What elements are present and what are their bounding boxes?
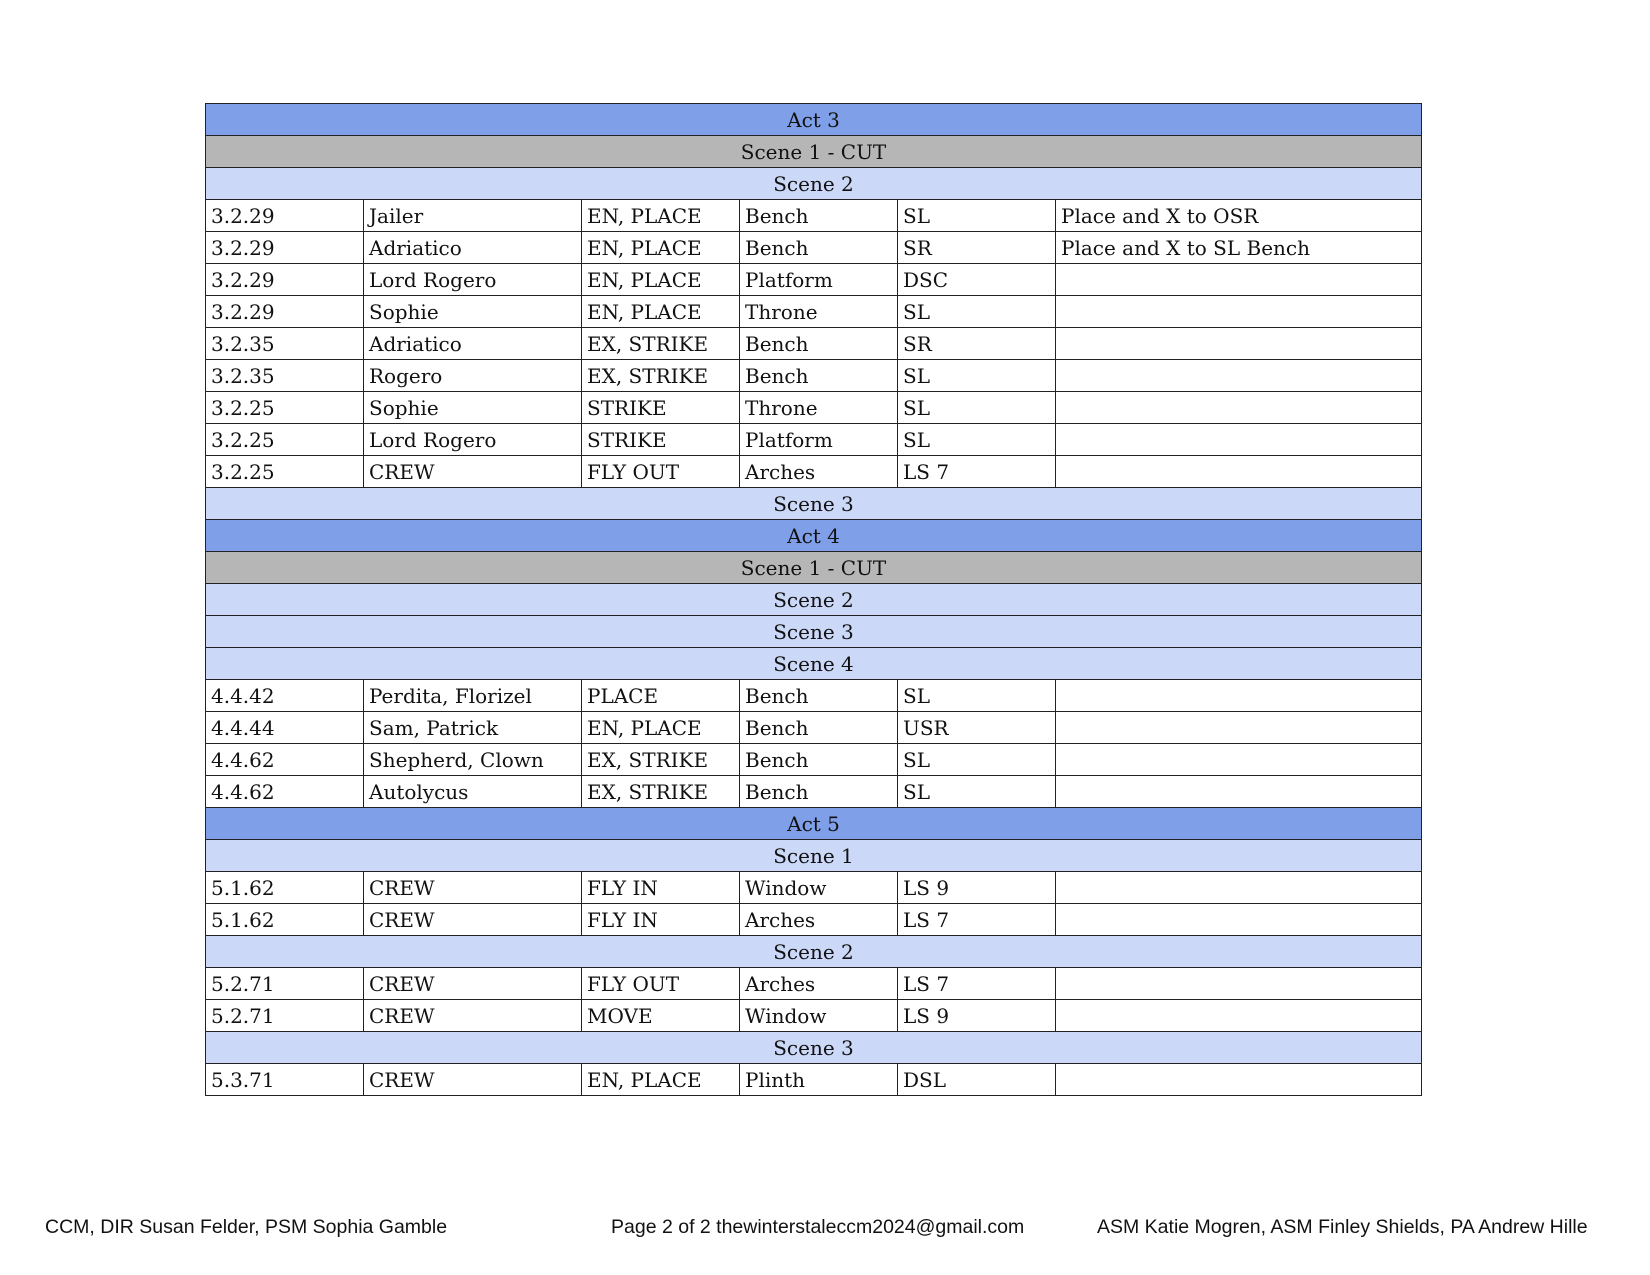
table-row: [206, 680, 1422, 712]
scene-header-row: [206, 616, 1422, 648]
cue-line-cell: 5.2.71: [206, 1000, 364, 1032]
character-cell: Adriatico: [364, 232, 582, 264]
cue-line-cell: 3.2.29: [206, 296, 364, 328]
notes-cell: [1056, 392, 1422, 424]
scene-header-row: [206, 1032, 1422, 1064]
cue-line-cell: 4.4.62: [206, 776, 364, 808]
character-cell: Shepherd, Clown: [364, 744, 582, 776]
scene-title: Scene 1 - CUT: [206, 552, 1422, 584]
piece-cell: Bench: [740, 744, 898, 776]
piece-cell: Throne: [740, 392, 898, 424]
action-cell: EN, PLACE: [582, 232, 740, 264]
position-cell: DSL: [898, 1064, 1056, 1096]
action-cell: EX, STRIKE: [582, 776, 740, 808]
cue-line-cell: 4.4.44: [206, 712, 364, 744]
act-header-row: [206, 104, 1422, 136]
position-cell: SL: [898, 776, 1056, 808]
cue-line-cell: 5.1.62: [206, 872, 364, 904]
table-row: [206, 904, 1422, 936]
table-row: [206, 872, 1422, 904]
table-row: [206, 456, 1422, 488]
piece-cell: Plinth: [740, 1064, 898, 1096]
piece-cell: Window: [740, 1000, 898, 1032]
action-cell: EN, PLACE: [582, 712, 740, 744]
piece-cell: Arches: [740, 904, 898, 936]
action-cell: EX, STRIKE: [582, 328, 740, 360]
character-cell: Sophie: [364, 392, 582, 424]
action-cell: EN, PLACE: [582, 296, 740, 328]
table-row: [206, 968, 1422, 1000]
character-cell: Perdita, Florizel: [364, 680, 582, 712]
action-cell: FLY OUT: [582, 968, 740, 1000]
position-cell: SL: [898, 360, 1056, 392]
scene-title: Scene 3: [206, 616, 1422, 648]
character-cell: Sophie: [364, 296, 582, 328]
scene-title: Scene 2: [206, 936, 1422, 968]
notes-cell: [1056, 456, 1422, 488]
action-cell: EN, PLACE: [582, 200, 740, 232]
scene-header-row: [206, 936, 1422, 968]
table-row: [206, 360, 1422, 392]
cut-scene-row: [206, 552, 1422, 584]
action-cell: MOVE: [582, 1000, 740, 1032]
act-title: Act 5: [206, 808, 1422, 840]
act-title: Act 3: [206, 104, 1422, 136]
notes-cell: [1056, 424, 1422, 456]
position-cell: LS 9: [898, 872, 1056, 904]
character-cell: CREW: [364, 1000, 582, 1032]
piece-cell: Bench: [740, 680, 898, 712]
cue-line-cell: 4.4.42: [206, 680, 364, 712]
action-cell: EN, PLACE: [582, 264, 740, 296]
piece-cell: Throne: [740, 296, 898, 328]
cut-scene-row: [206, 136, 1422, 168]
position-cell: SL: [898, 424, 1056, 456]
scene-title: Scene 3: [206, 1032, 1422, 1064]
footer-credits-left: CCM, DIR Susan Felder, PSM Sophia Gamble: [45, 1216, 448, 1238]
action-cell: STRIKE: [582, 392, 740, 424]
character-cell: Jailer: [364, 200, 582, 232]
footer-credits-right: ASM Katie Mogren, ASM Finley Shields, PA Andrew Hille: [1097, 1216, 1588, 1238]
notes-cell: [1056, 872, 1422, 904]
cue-line-cell: 3.2.29: [206, 232, 364, 264]
notes-cell: [1056, 328, 1422, 360]
character-cell: CREW: [364, 872, 582, 904]
action-cell: FLY OUT: [582, 456, 740, 488]
action-cell: FLY IN: [582, 904, 740, 936]
position-cell: LS 7: [898, 456, 1056, 488]
character-cell: Lord Rogero: [364, 264, 582, 296]
piece-cell: Arches: [740, 968, 898, 1000]
position-cell: SR: [898, 232, 1056, 264]
character-cell: CREW: [364, 968, 582, 1000]
notes-cell: [1056, 296, 1422, 328]
cue-line-cell: 5.3.71: [206, 1064, 364, 1096]
character-cell: CREW: [364, 904, 582, 936]
cue-line-cell: 3.2.29: [206, 200, 364, 232]
cue-line-cell: 3.2.29: [206, 264, 364, 296]
act-title: Act 4: [206, 520, 1422, 552]
action-cell: EX, STRIKE: [582, 360, 740, 392]
cue-line-cell: 3.2.25: [206, 456, 364, 488]
action-cell: EN, PLACE: [582, 1064, 740, 1096]
scene-title: Scene 4: [206, 648, 1422, 680]
piece-cell: Bench: [740, 712, 898, 744]
position-cell: SL: [898, 680, 1056, 712]
notes-cell: [1056, 1000, 1422, 1032]
character-cell: Autolycus: [364, 776, 582, 808]
cue-line-cell: 3.2.25: [206, 424, 364, 456]
act-header-row: [206, 520, 1422, 552]
piece-cell: Bench: [740, 328, 898, 360]
scene-header-row: [206, 840, 1422, 872]
scene-title: Scene 1: [206, 840, 1422, 872]
notes-cell: [1056, 360, 1422, 392]
position-cell: LS 7: [898, 968, 1056, 1000]
notes-cell: [1056, 680, 1422, 712]
scene-title: Scene 2: [206, 168, 1422, 200]
table-row: [206, 200, 1422, 232]
notes-cell: [1056, 264, 1422, 296]
position-cell: SL: [898, 200, 1056, 232]
position-cell: SL: [898, 744, 1056, 776]
table-row: [206, 392, 1422, 424]
notes-cell: [1056, 712, 1422, 744]
character-cell: Lord Rogero: [364, 424, 582, 456]
table-row: [206, 264, 1422, 296]
table-row: [206, 776, 1422, 808]
action-cell: FLY IN: [582, 872, 740, 904]
action-cell: PLACE: [582, 680, 740, 712]
table-row: [206, 296, 1422, 328]
scene-header-row: [206, 584, 1422, 616]
table-row: [206, 232, 1422, 264]
notes-cell: [1056, 744, 1422, 776]
table-row: [206, 424, 1422, 456]
cue-line-cell: 5.2.71: [206, 968, 364, 1000]
scene-title: Scene 3: [206, 488, 1422, 520]
position-cell: DSC: [898, 264, 1056, 296]
position-cell: SL: [898, 392, 1056, 424]
footer-page-info: Page 2 of 2 thewinterstaleccm2024@gmail.com: [611, 1216, 1025, 1238]
piece-cell: Bench: [740, 776, 898, 808]
piece-cell: Arches: [740, 456, 898, 488]
piece-cell: Bench: [740, 232, 898, 264]
character-cell: CREW: [364, 1064, 582, 1096]
position-cell: SR: [898, 328, 1056, 360]
notes-cell: Place and X to SL Bench: [1056, 232, 1422, 264]
scene-header-row: [206, 488, 1422, 520]
table-row: [206, 1064, 1422, 1096]
piece-cell: Bench: [740, 200, 898, 232]
shift-plot-table: [205, 103, 1422, 1096]
position-cell: LS 7: [898, 904, 1056, 936]
piece-cell: Platform: [740, 424, 898, 456]
table-body: [206, 104, 1422, 1096]
table-row: [206, 1000, 1422, 1032]
scene-header-row: [206, 168, 1422, 200]
table-row: [206, 712, 1422, 744]
cue-line-cell: 4.4.62: [206, 744, 364, 776]
character-cell: Rogero: [364, 360, 582, 392]
cue-line-cell: 3.2.35: [206, 360, 364, 392]
position-cell: SL: [898, 296, 1056, 328]
act-header-row: [206, 808, 1422, 840]
action-cell: STRIKE: [582, 424, 740, 456]
notes-cell: [1056, 1064, 1422, 1096]
table-row: [206, 328, 1422, 360]
scene-title: Scene 2: [206, 584, 1422, 616]
scene-title: Scene 1 - CUT: [206, 136, 1422, 168]
piece-cell: Platform: [740, 264, 898, 296]
notes-cell: [1056, 904, 1422, 936]
notes-cell: [1056, 776, 1422, 808]
piece-cell: Window: [740, 872, 898, 904]
position-cell: USR: [898, 712, 1056, 744]
table-row: [206, 744, 1422, 776]
cue-line-cell: 3.2.25: [206, 392, 364, 424]
character-cell: CREW: [364, 456, 582, 488]
position-cell: LS 9: [898, 1000, 1056, 1032]
character-cell: Adriatico: [364, 328, 582, 360]
character-cell: Sam, Patrick: [364, 712, 582, 744]
notes-cell: [1056, 968, 1422, 1000]
scene-header-row: [206, 648, 1422, 680]
notes-cell: Place and X to OSR: [1056, 200, 1422, 232]
cue-line-cell: 5.1.62: [206, 904, 364, 936]
cue-line-cell: 3.2.35: [206, 328, 364, 360]
action-cell: EX, STRIKE: [582, 744, 740, 776]
piece-cell: Bench: [740, 360, 898, 392]
